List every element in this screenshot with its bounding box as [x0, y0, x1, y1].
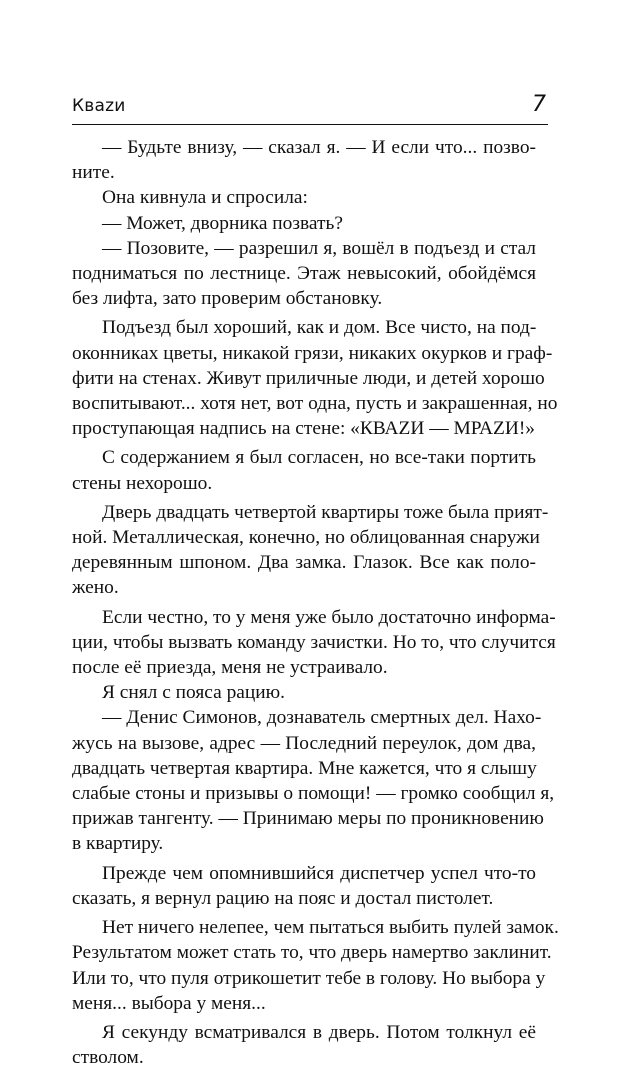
text-line: Она кивнула и спросила:: [102, 187, 308, 209]
paragraph: [72, 236, 536, 312]
text-line: стволом.: [72, 1047, 144, 1069]
text-line: С содержанием я был согласен, но все-таки портить: [102, 447, 536, 469]
paragraph: [72, 1020, 536, 1070]
text-line: ции, чтобы вызвать команду зачистки. Но то, что случится: [72, 631, 556, 653]
text-line: оконниках цветы, никакой грязи, никаких окурков и граф-: [72, 342, 553, 364]
text-line: меня... выбора у меня...: [72, 992, 266, 1014]
text-line: жусь на вызове, адрес — Последний переулок, дом два,: [72, 732, 536, 754]
text-line: Дверь двадцать четвертой квартиры тоже была прият-: [102, 501, 549, 523]
text-line: после её приезда, меня не устраивало.: [72, 657, 388, 679]
text-line: — Может, дворника позвать?: [102, 212, 343, 234]
paragraph: [72, 445, 536, 495]
text-line: фити на стенах. Живут приличные люди, и детей хорошо: [72, 367, 545, 389]
text-line: — Позовите, — разрешил я, вошёл в подъезд и стал: [102, 237, 536, 259]
paragraph: [72, 315, 558, 441]
text-line: без лифта, зато проверим обстановку.: [72, 288, 383, 310]
text-line: — Будьте внизу, — сказал я. — И если что... позво-: [102, 137, 536, 158]
text-line: Я секунду всматривался в дверь. Потом толкнул её: [102, 1021, 536, 1043]
text-line: стены нехорошо.: [72, 472, 213, 494]
text-line: Нет ничего нелепее, чем пытаться выбить пулей замок.: [102, 917, 559, 939]
text-line: прижав тангенту. — Принимаю меры по проникновению: [72, 808, 544, 830]
text-line: проступающая надпись на стене: «КВАZИ — МРАZИ!»: [72, 418, 536, 440]
running-head: [72, 92, 548, 122]
paragraph: [72, 861, 536, 911]
text-line: деревянным шпоном. Два замка. Глазок. Все как поло-: [72, 552, 536, 574]
text-line: в квартиру.: [72, 833, 164, 855]
paragraph: [72, 185, 536, 210]
text-line: Или то, что пуля отрикошетит тебе в голову. Но выбора у: [72, 967, 546, 989]
text-line: Результатом может стать то, что дверь намертво заклинит.: [72, 942, 552, 964]
paragraph: [72, 500, 549, 601]
text-line: ните.: [72, 162, 115, 184]
text-line: — Денис Симонов, дознаватель смертных дел. Нахо-: [102, 707, 542, 729]
text-line: жено.: [72, 577, 119, 599]
text-line: Я снял с пояса рацию.: [102, 682, 285, 704]
text-body: [72, 135, 559, 1070]
paragraph: [72, 135, 536, 185]
text-line: ной. Металлическая, конечно, но облицованная снаружи: [72, 527, 540, 549]
text-line: сказать, я вернул рацию на пояс и достал пистолет.: [72, 887, 494, 909]
paragraph: [72, 705, 555, 856]
text-line: подниматься по лестнице. Этаж невысокий, обойдёмся: [72, 263, 536, 285]
header-rule: [72, 124, 548, 125]
text-line: слабые стоны и призывы о помощи! — громко сообщил я,: [72, 783, 555, 805]
page-number: 7: [532, 92, 546, 117]
paragraph: [72, 605, 556, 681]
paragraph: [72, 915, 559, 1016]
running-title: Квazи: [72, 96, 126, 116]
text-line: Прежде чем опомнившийся диспетчер успел что-то: [102, 862, 536, 884]
paragraph: [72, 211, 536, 236]
text-line: Если честно, то у меня уже было достаточно информа-: [102, 606, 556, 628]
text-line: воспитывают... хотя нет, вот одна, пусть и закрашенная, но: [72, 393, 558, 415]
text-line: Подъезд был хороший, как и дом. Все чисто, на под-: [102, 317, 537, 339]
paragraph: [72, 680, 536, 705]
text-line: двадцать четвертая квартира. Мне кажется, что я слышу: [72, 757, 537, 779]
